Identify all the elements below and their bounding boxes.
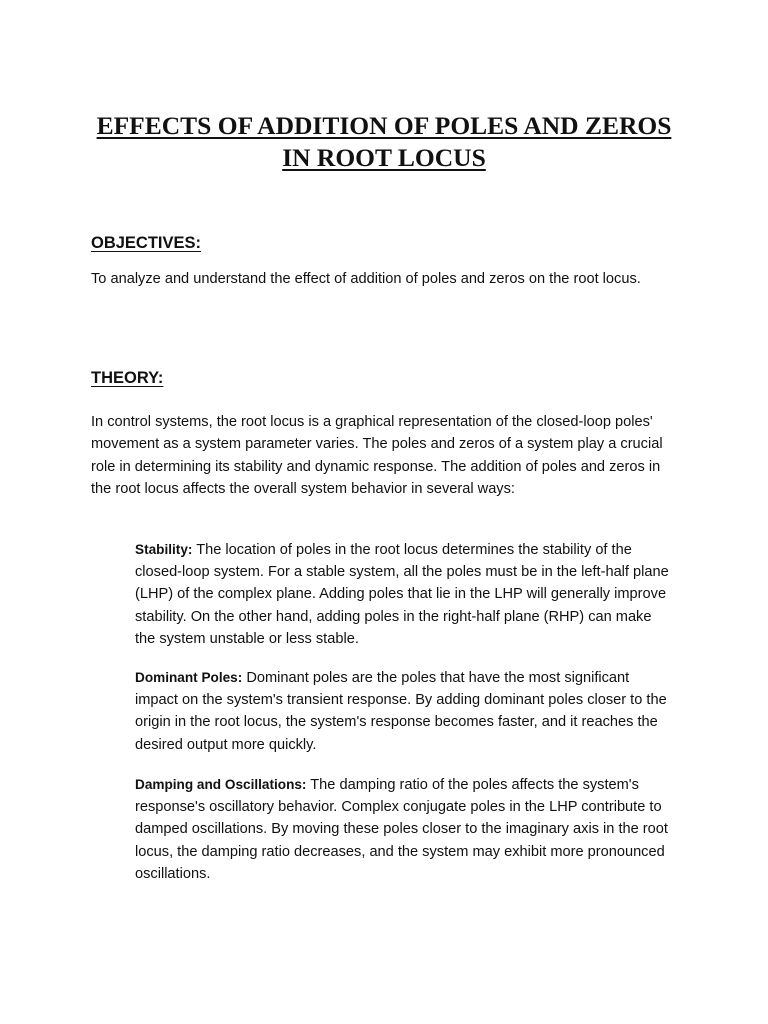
- objectives-heading: OBJECTIVES:: [91, 234, 202, 252]
- point-dominant-poles-label: Dominant Poles:: [135, 670, 243, 685]
- document-title: [60, 110, 708, 174]
- title-line-2: IN ROOT LOCUS: [282, 143, 486, 172]
- title-line-1: EFFECTS OF ADDITION OF POLES AND ZEROS: [96, 111, 672, 140]
- point-stability: [135, 539, 675, 650]
- point-dominant-poles: [135, 667, 675, 756]
- point-damping-oscillations-text: The damping ratio of the poles affects the system's response's oscillatory behavior. Complex conjugate poles in the LHP contribute to damped oscillations. By moving these poles closer to the imaginary axis in the root locus, the damping ratio decreases, and the system may exhibit more pronounced oscillations.: [135, 777, 668, 882]
- objectives-text: To analyze and understand the effect of addition of poles and zeros on the root locus.: [91, 271, 641, 287]
- theory-intro: In control systems, the root locus is a graphical representation of the closed-loop poles' movement as a system parameter varies. The poles and zeros of a system play a crucial role in determining its stability and dynamic response. The addition of poles and zeros in the root locus affects the overall system behavior in several ways:: [91, 414, 663, 498]
- point-stability-label: Stability:: [135, 542, 193, 557]
- point-damping-oscillations-label: Damping and Oscillations:: [135, 777, 307, 792]
- point-dominant-poles-text: Dominant poles are the poles that have the most significant impact on the system's transient response. By adding dominant poles closer to the origin in the root locus, the system's response becomes faster, and it reaches the desired output more quickly.: [135, 670, 667, 753]
- point-damping-oscillations: [135, 774, 675, 885]
- theory-heading: THEORY:: [91, 369, 164, 387]
- point-stability-text: The location of poles in the root locus determines the stability of the closed-loop system. For a stable system, all the poles must be in the left-half plane (LHP) of the complex plane. Adding poles that lie in the LHP will generally improve stability. On the other hand, adding poles in the right-half plane (RHP) can make the system unstable or less stable.: [135, 542, 669, 647]
